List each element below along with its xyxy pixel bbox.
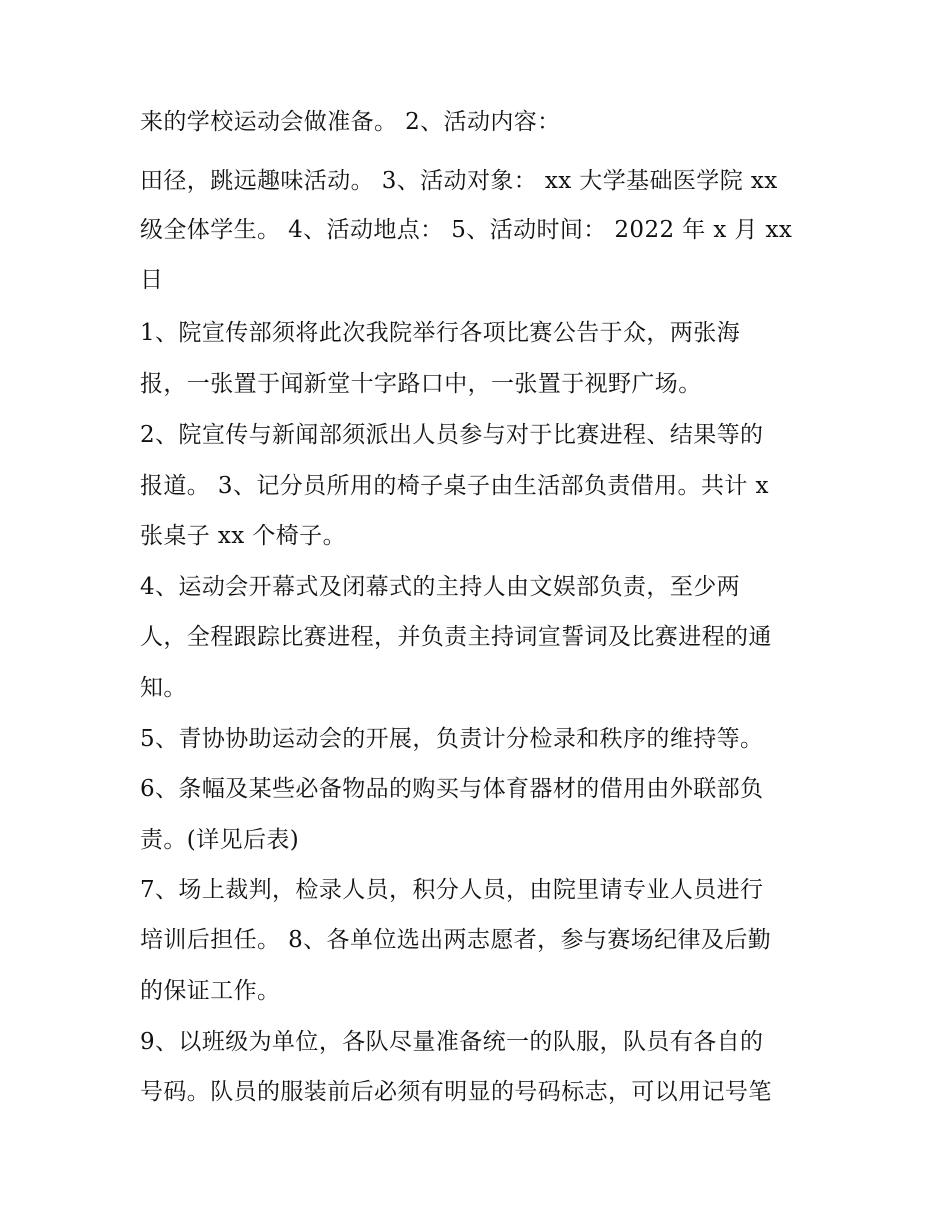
text-line: 2、院宣传与新闻部须派出人员参与对于比赛进程、结果等的 xyxy=(140,422,764,448)
text-line: 责。(详见后表) xyxy=(140,827,300,853)
text-line: 报，一张置于闻新堂十字路口中，一张置于视野广场。 xyxy=(140,371,702,397)
text-line: 张桌子 xx 个椅子。 xyxy=(140,523,346,549)
text-line: 知。 xyxy=(140,675,187,701)
text-line: 号码。队员的服装前后必须有明显的号码标志，可以用记号笔 xyxy=(140,1079,772,1105)
text-line: 1、院宣传部须将此次我院举行各项比赛公告于众，两张海 xyxy=(140,320,741,346)
text-line: 级全体学生。 4、活动地点： 5、活动时间： 2022 年 x 月 xx xyxy=(140,217,793,243)
text-line: 田径，跳远趣味活动。 3、活动对象： xx 大学基础医学院 xx xyxy=(140,168,778,194)
text-line: 培训后担任。 8、各单位选出两志愿者，参与赛场纪律及后勤 xyxy=(140,927,772,953)
text-line: 来的学校运动会做准备。 2、活动内容： xyxy=(140,109,561,135)
text-line: 7、场上裁判，检录人员，积分人员，由院里请专业人员进行 xyxy=(140,877,764,903)
text-line: 4、运动会开幕式及闭幕式的主持人由文娱部负责，至少两 xyxy=(140,574,741,600)
text-line: 报道。 3、记分员所用的椅子桌子由生活部负责借用。共计 x xyxy=(140,473,769,499)
text-line: 的保证工作。 xyxy=(140,978,281,1004)
text-line: 9、以班级为单位，各队尽量准备统一的队服，队员有各自的 xyxy=(140,1029,764,1055)
text-line: 5、青协协助运动会的开展，负责计分检录和秩序的维持等。 xyxy=(140,726,764,752)
text-line: 6、条幅及某些必备物品的购买与体育器材的借用由外联部负 xyxy=(140,776,764,802)
text-line: 日 xyxy=(140,267,164,293)
text-line: 人，全程跟踪比赛进程，并负责主持词宣誓词及比赛进程的通 xyxy=(140,624,772,650)
